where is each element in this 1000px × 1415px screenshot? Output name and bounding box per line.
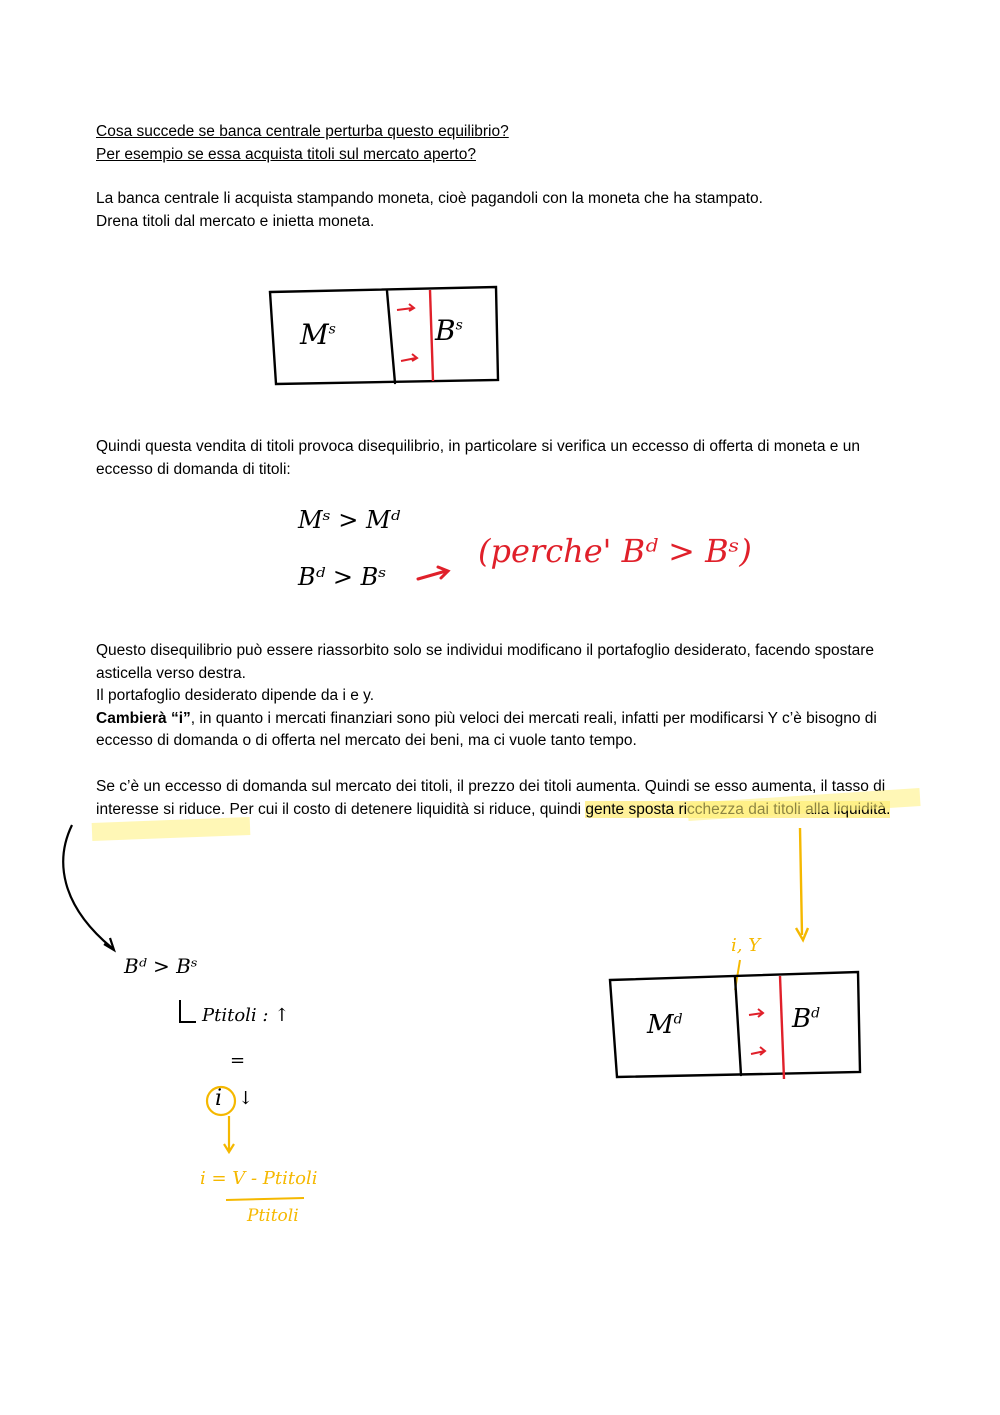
heading-line-1: Cosa succede se banca centrale perturba questo equilibrio? <box>96 123 509 140</box>
diagram-2-arrow-top <box>749 1009 763 1017</box>
diagram-1-right-label: $B^s$ <box>435 314 463 347</box>
formula-numerator: i = V - Ptitoli <box>200 1168 318 1189</box>
diagram-2-top-label: i, Y <box>731 935 761 956</box>
curved-arrow-head <box>104 938 114 950</box>
curved-arrow <box>63 825 112 948</box>
yellow-arrow-to-diagram-2 <box>796 828 808 940</box>
highlight-stroke-left <box>92 826 250 832</box>
notes-i-down-arrow: ↓ <box>238 1088 254 1109</box>
notes-i: i <box>215 1086 223 1111</box>
highlight-stroke-right <box>688 797 920 812</box>
heading-line-2: Per esempio se essa acquista titoli sul mercato aperto? <box>96 145 476 163</box>
paragraph-3-line-2: Il portafoglio desiderato dipende da i e y. <box>96 687 375 704</box>
paragraph-1-line-1: La banca centrale li acquista stampando moneta, cioè pagandoli con la moneta che ha stampato. <box>96 190 763 207</box>
diagram-1-left-label: $M^s$ <box>300 318 336 351</box>
diagram-1-arrow-top <box>397 304 414 311</box>
diagram-1-arrow-bottom <box>401 354 417 361</box>
notes-line-2: Ptitoli : ↑ <box>202 1005 290 1026</box>
diagram-2-left-label: $M^d$ <box>647 1010 683 1040</box>
diagram-2-arrow-bottom <box>751 1047 765 1055</box>
diagram-1-red-bar <box>430 290 433 381</box>
paragraph-1-line-2: Drena titoli dal mercato e inietta moneta. <box>96 212 375 230</box>
notes-line-1: Bᵈ > Bˢ <box>124 954 198 978</box>
formula-denominator: Ptitoli <box>247 1206 299 1226</box>
red-arrow-to-note <box>418 567 448 579</box>
paragraph-4-part-1: Se c’è un eccesso di domanda sul mercato dei titoli, il prezzo dei titoli aumenta. Quindi se esso aumenta, il tasso di interesse si riduce. Per cui il costo di detenere liquidità si riduce, quindi <box>96 778 886 818</box>
inequality-note: (perche' Bᵈ > Bˢ) <box>478 532 752 570</box>
fraction-line <box>226 1198 304 1200</box>
inequality-1: Mˢ > Mᵈ <box>298 506 401 534</box>
paragraph-2-text: Quindi questa vendita di titoli provoca disequilibrio, in particolare si verifica un eccesso di offerta di moneta e un eccesso di domanda di titoli: <box>96 438 860 478</box>
notes-eq: = <box>230 1050 246 1071</box>
diagram-2-red-bar <box>780 976 784 1079</box>
paragraph-3-bold: Cambierà “i” <box>96 709 191 727</box>
paragraph-3-line-1: Questo disequilibrio può essere riassorbito solo se individui modificano il portafoglio desiderato, facendo spostare asticella verso destra. <box>96 642 875 682</box>
inequality-2: Bᵈ > Bˢ <box>298 563 387 591</box>
paragraph-3-rest: , in quanto i mercati finanziari sono più veloci dei mercati reali, infatti per modificarsi Y c’è bisogno di eccesso di domanda o di offerta nel mercato dei beni, ma ci vuole tanto tempo. <box>96 709 877 749</box>
diagram-2-right-label: $B^d$ <box>792 1004 821 1034</box>
l-arrow <box>180 1000 196 1022</box>
yellow-down-arrow <box>224 1116 234 1152</box>
paragraph-4-highlight: gente sposta ricchezza dai titoli alla liquidità. <box>585 800 891 818</box>
